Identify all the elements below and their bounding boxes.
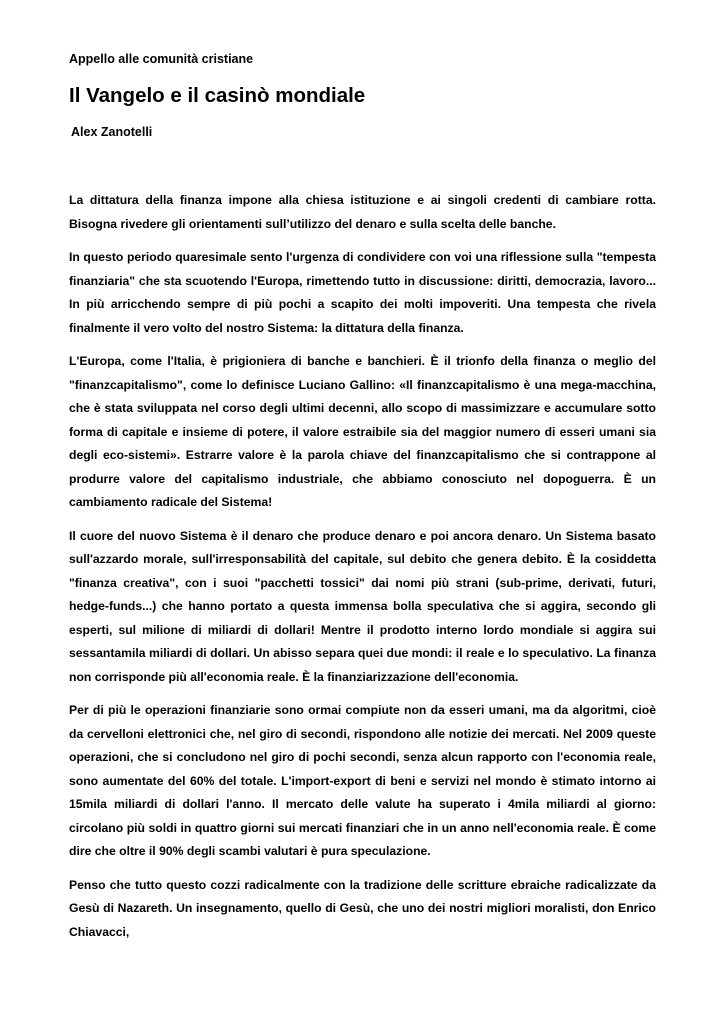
paragraph-2: In questo periodo quaresimale sento l'urgenza di condividere con voi una riflessione sulla "tempesta finanziaria" che sta scuotendo l'Europa, rimettendo tutto in discussione: diritti, democrazia, lavoro... In più arricchendo sempre di più pochi a scapito dei molti impoveriti. Una tempesta che rivela finalmente il vero volto del nostro Sistema: la dittatura della finanza. bbox=[69, 250, 656, 335]
document-author: Alex Zanotelli bbox=[71, 125, 153, 139]
document-kicker: Appello alle comunità cristiane bbox=[69, 52, 254, 66]
paragraph-4: Il cuore del nuovo Sistema è il denaro che produce denaro e poi ancora denaro. Un Sistema basato sull'azzardo morale, sull'irresponsabilità del capitale, sul debito che genera debito. È la cosiddetta "finanza creativa", con i suoi "pacchetti tossici" dai nomi più strani (sub-prime, derivati, futuri, hedge-funds...) che hanno portato a questa immensa bolla speculativa che si aggira, secondo gli esperti, sul milione di miliardi di dollari! Mentre il prodotto interno lordo mondiale si aggira sui sessantamila miliardi di dollari. Un abisso separa quei due mondi: il reale e lo speculativo. La finanza non corrisponde più all'economia reale. È la finanziarizzazione dell'economia. bbox=[69, 528, 656, 684]
paragraph-5: Per di più le operazioni finanziarie sono ormai compiute non da esseri umani, ma da algoritmi, cioè da cervelloni elettronici che, nel giro di secondi, rispondono alle notizie dei mercati. Nel 2009 queste operazioni, che si concludono nel giro di pochi secondi, senza alcun rapporto con l'economia reale, sono aumentate del 60% del totale. L'import-export di beni e servizi nel mondo è stimato intorno ai 15mila miliardi di dollari l'anno. Il mercato delle valute ha superato i 4mila miliardi al giorno: circolano più soldi in quattro giorni sui mercati finanziari che in un anno nell'economia reale. È come dire che oltre il 90% degli scambi valutari è pura speculazione. bbox=[69, 703, 656, 858]
document-body bbox=[69, 189, 656, 954]
paragraph-3: L'Europa, come l'Italia, è prigioniera di banche e banchieri. È il trionfo della finanza o meglio del "finanzcapitalismo", come lo definisce Luciano Gallino: «Il finanzcapitalismo è una mega-macchina, che è stata sviluppata nel corso degli ultimi decenni, allo scopo di massimizzare e accumulare sotto forma di capitale e insieme di potere, il valore estraibile sia del maggior numero di esseri umani sia degli eco-sistemi». Estrarre valore è la parola chiave del finanzcapitalismo che si contrappone al produrre valore del capitalismo industriale, che abbiamo conosciuto nel dopoguerra. È un cambiamento radicale del Sistema! bbox=[69, 354, 656, 509]
document-title: Il Vangelo e il casinò mondiale bbox=[69, 84, 366, 107]
paragraph-6: Penso che tutto questo cozzi radicalmente con la tradizione delle scritture ebraiche radicalizzate da Gesù di Nazareth. Un insegnamento, quello di Gesù, che uno dei nostri migliori moralisti, don Enrico Chiavacci, bbox=[69, 877, 656, 939]
paragraph-1: La dittatura della finanza impone alla chiesa istituzione e ai singoli credenti di cambiare rotta. Bisogna rivedere gli orientamenti sull’utilizzo del denaro e sulla scelta delle banche. bbox=[69, 193, 656, 231]
